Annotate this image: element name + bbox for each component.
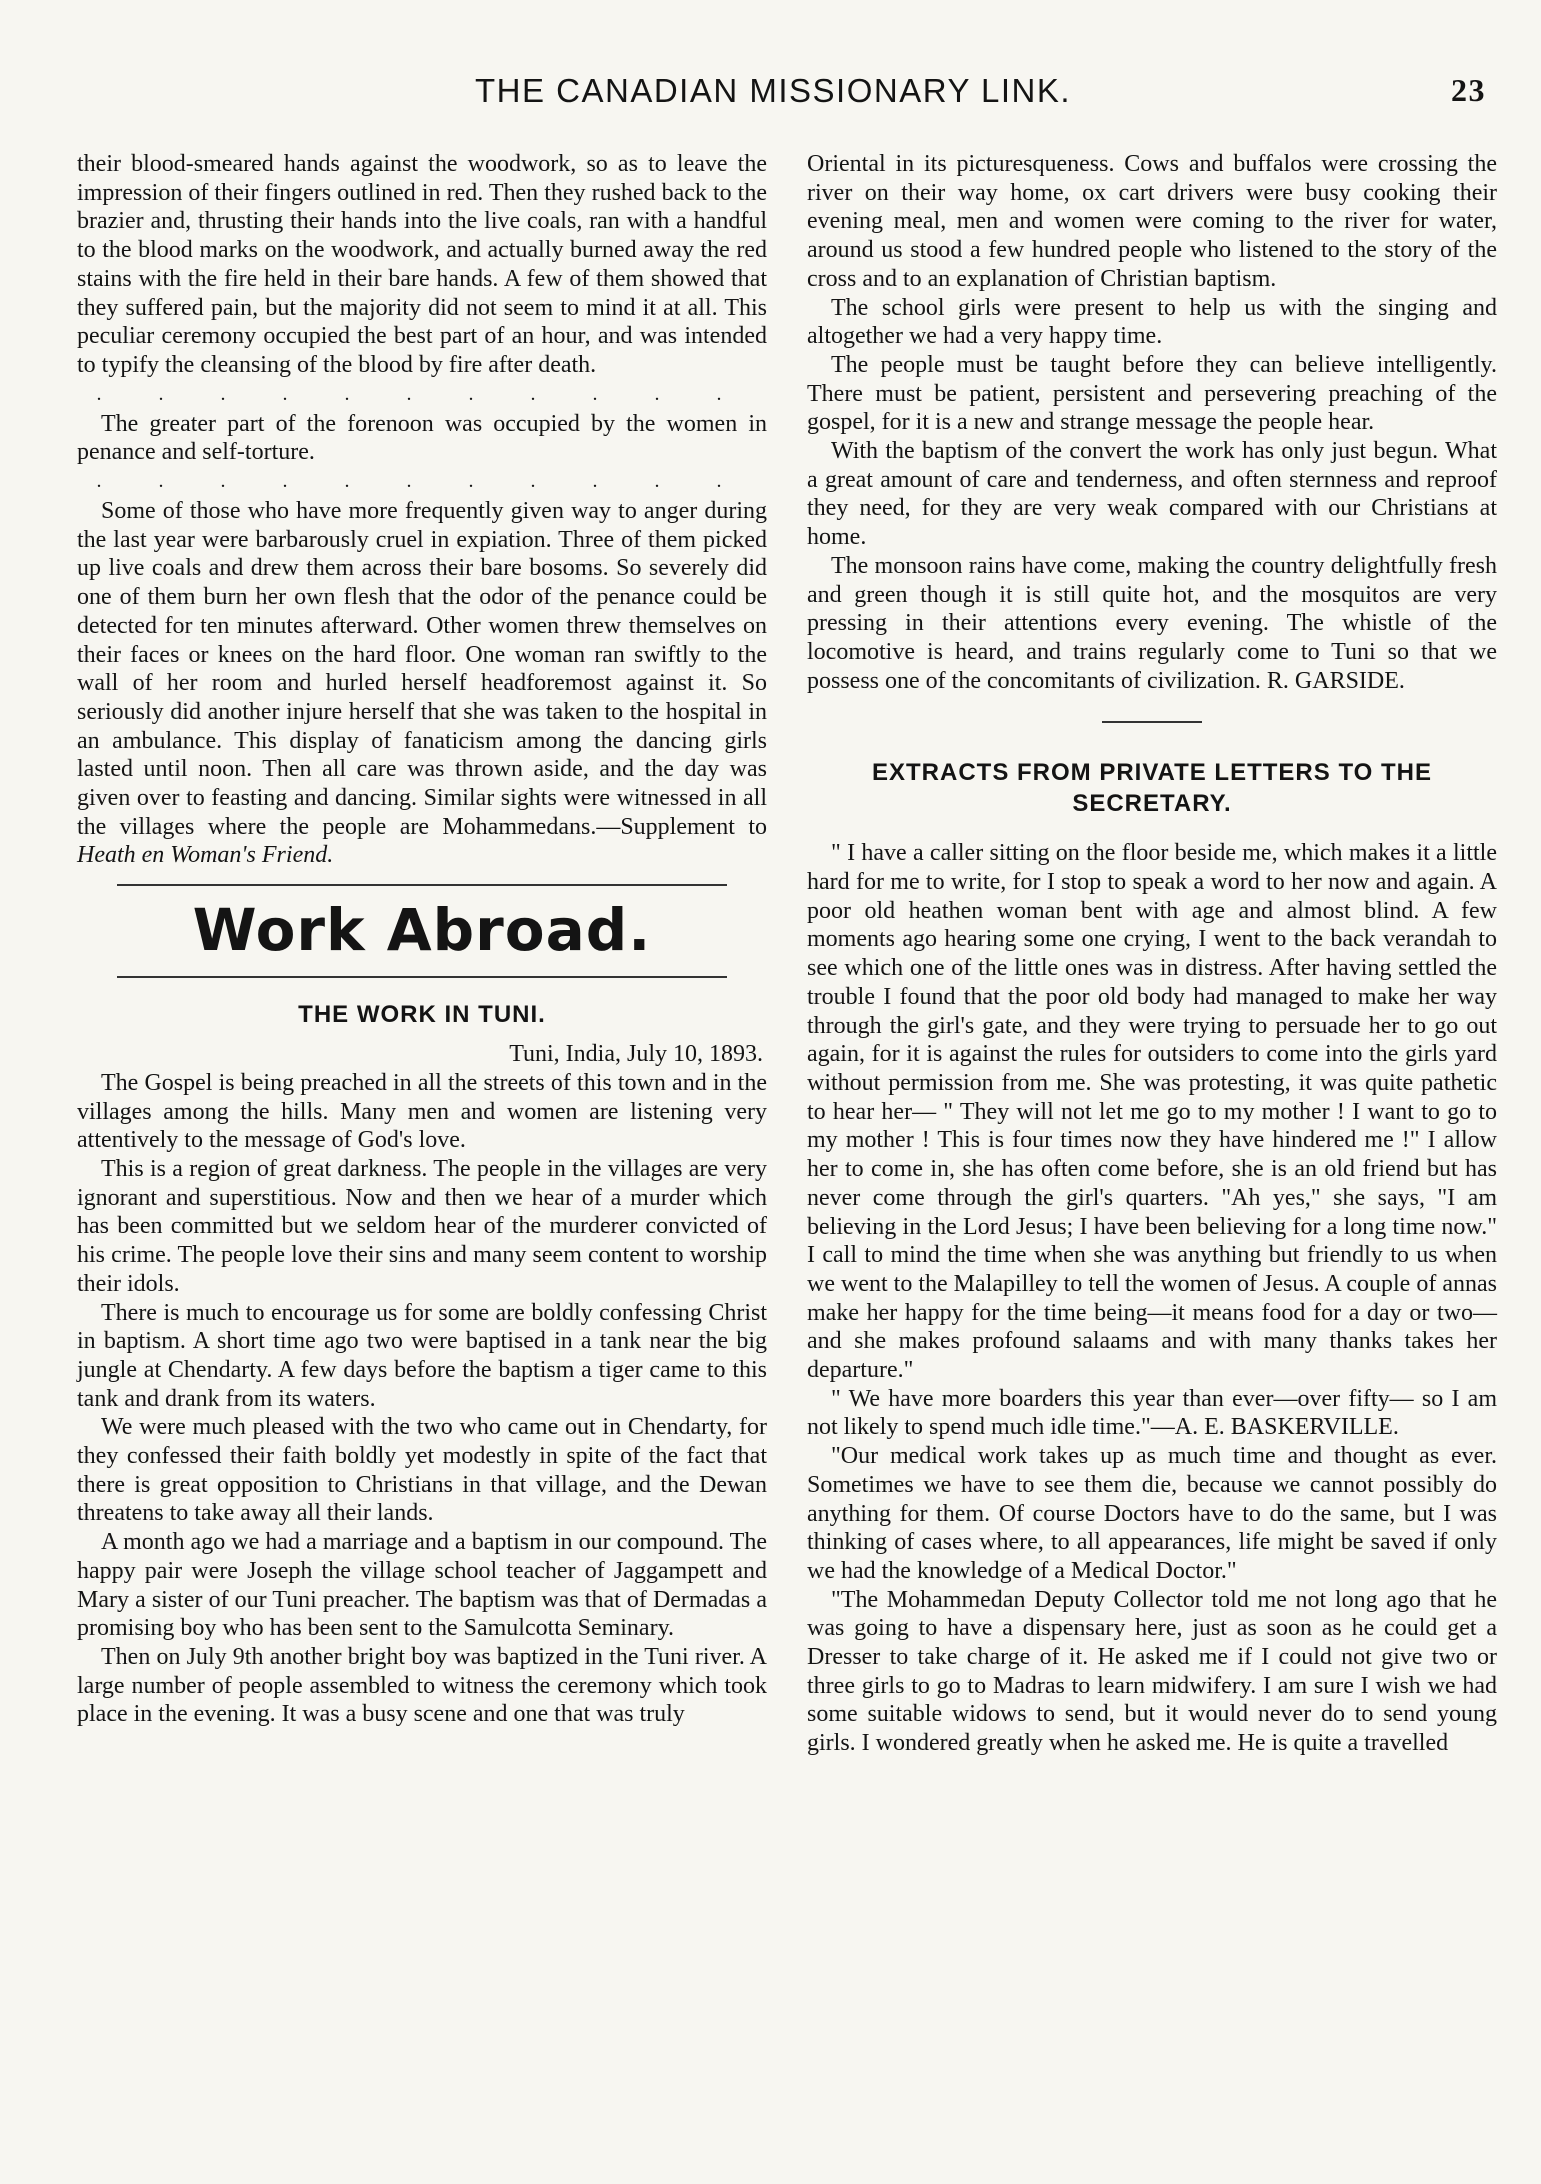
source-citation: Heath en Woman's Friend.	[77, 842, 334, 869]
ellipsis-divider: . . . . . . . . . . .	[96, 382, 748, 405]
paragraph: There is much to encourage us for some are boldly confessing Christ in baptism. A short time ago two were baptised in a tank near the big jungle at Chendarty. A few days before the baptism a tiger came to this tank and drank from its waters.	[77, 1299, 767, 1412]
article-title: EXTRACTS FROM PRIVATE LETTERS TO THE SECRETARY.	[871, 759, 1432, 818]
paragraph: The greater part of the forenoon was occupied by the women in penance and self-torture.	[77, 410, 767, 466]
paragraph: Then on July 9th another bright boy was baptized in the Tuni river. A large number of people assembled to witness the ceremony which took place in the evening. It was a busy scene and one that was truly	[77, 1643, 767, 1728]
paragraph: This is a region of great darkness. The people in the villages are very ignorant and superstitious. Now and then we hear of a murder which has been committed but we seldom hear of the murderer convicted of his crime. The people love their sins and many seem content to worship their idols.	[77, 1155, 767, 1297]
left-column	[77, 150, 767, 1729]
paragraph-text: " We have more boarders this year than ever—over fifty— so I am not likely to spend much idle time."—A. E.	[807, 1385, 1497, 1441]
paragraph	[77, 497, 767, 870]
section-banner: Work Abroad.	[192, 896, 652, 965]
paragraph-text: The monsoon rains have come, making the country delightfully fresh and green though it is still quite hot, and the mosquitos are very pressing in their attentions every evening. The whistle of the locomotive is heard, and trains regularly come to Tuni so that we possess one of the concomitants of civilization.	[807, 552, 1497, 694]
section-rule	[117, 884, 727, 886]
right-column	[807, 150, 1497, 1758]
paragraph: With the baptism of the convert the work has only just begun. What a great amount of care and tenderness, and often sternness and reproof they need, for they are very weak compared with our Christians at home.	[807, 438, 1497, 551]
paragraph	[807, 1385, 1497, 1442]
paragraph: "The Mohammedan Deputy Collector told me not long ago that he was going to have a dispensary here, just as soon as he could get a Dresser to take charge of it. He asked me if I could not give two or three girls to go to Madras to learn midwifery. I am sure I wish we had some suitable widows to send, but it would never do to send young girls. I wondered greatly when he asked me. He is quite a travelled	[807, 1586, 1497, 1757]
paragraph: their blood-smeared hands against the woodwork, so as to leave the impression of their fingers outlined in red. Then they rushed back to the brazier and, thrusting their hands into the live coals, ran with a handful to the blood marks on the woodwork, and actually burned away the red stains with the fire held in their bare hands. A few of them showed that they suffered pain, but the majority did not seem to mind it at all. This peculiar ceremony occupied the best part of an hour, and was intended to typify the cleansing of the blood by fire after death.	[77, 151, 767, 378]
paragraph: The Gospel is being preached in all the streets of this town and in the villages among the hills. Many men and women are listening very attentively to the message of God's love.	[77, 1069, 767, 1154]
paragraph: The school girls were present to help us with the singing and altogether we had a very happy time.	[807, 294, 1497, 350]
section-rule	[117, 976, 727, 978]
publication-title: THE CANADIAN MISSIONARY LINK.	[475, 72, 1072, 109]
paragraph: " I have a caller sitting on the floor beside me, which makes it a little hard for me to write, for I stop to speak a word to her now and again. A poor old heathen woman bent with age and almost blind. A few moments ago hearing some one crying, I went to the back verandah to see which one of the little ones was in distress. After having settled the trouble I found that the poor old body had managed to make her way through the girl's gate, and they were trying to persuade her to go out again, for it is against the rules for outsiders to come into the girls yard without permission from me. She was protesting, it was quite pathetic to hear her— " They will not let me go to my mother ! I want to go to my mother ! This is four times now they have hindered me !" I allow her to come in, she has often come before, she is an old friend but has never come through the girl's quarters. "Ah yes," she says, "I am believing in the Lord Jesus; I have been believing for a long time now." I call to mind the time when she was anything but friendly to us when we went to the Malapilley to tell the women of Jesus. A couple of annas make her happy for the time being—it means food for a day or two—and she makes profound salaams and with many thanks takes her departure."	[807, 840, 1497, 1384]
paragraph: "Our medical work takes up as much time and thought as ever. Sometimes we have to see them die, because we cannot possibly do anything for them. Of course Doctors have to do the same, but I was thinking of cases where, to all appearances, life might be saved if only we had the knowledge of a Medical Doctor."	[807, 1443, 1497, 1584]
author-signature: BASKERVILLE.	[1230, 1414, 1399, 1441]
paragraph-text: Some of those who have more frequently given way to anger during the last year were barbarously cruel in expiation. Three of them picked up live coals and drew them across their bare bosoms. So severely did one of them burn her own flesh that the odor of the penance could be detected for ten minutes afterward. Other women threw themselves on their faces or knees on the hard floor. One woman ran swiftly to the wall of her room and hurled herself headforemost against it. So seriously did another injure herself that she was taken to the hospital in an ambulance. This display of fanaticism among the dancing girls lasted until noon. Then all care was thrown aside, and the day was given over to feasting and dancing. Similar sights were witnessed in all the villages where the people are Mohammedans.—Supplement to	[77, 498, 767, 840]
page-number: 23	[1451, 72, 1486, 108]
author-signature: R. GARSIDE.	[1266, 667, 1405, 694]
paragraph: A month ago we had a marriage and a baptism in our compound. The happy pair were Joseph the village school teacher of Jaggampett and Mary a sister of our Tuni preacher. The baptism was that of Dermadas a promising boy who has been sent to the Samulcotta Seminary.	[77, 1529, 767, 1642]
dateline: Tuni, India, July 10, 1893.	[509, 1041, 763, 1068]
article-title: THE WORK IN TUNI.	[298, 1001, 546, 1029]
paragraph: We were much pleased with the two who came out in Chendarty, for they confessed their faith boldly yet modestly in spite of the fact that there is great opposition to Christians in that village, and the Dewan threatens to take away all their lands.	[77, 1414, 767, 1527]
paragraph: The people must be taught before they can believe intelligently. There must be patient, persistent and persevering preaching of the gospel, for it is a new and strange message the people hear.	[807, 351, 1497, 436]
paragraph	[807, 552, 1497, 696]
short-rule	[1102, 721, 1202, 723]
paragraph: Oriental in its picturesqueness. Cows and buffalos were crossing the river on their way home, ox cart drivers were busy cooking their evening meal, men and women were coming to the river for water, around us stood a few hundred people who listened to the story of the cross and to an explanation of Christian baptism.	[807, 151, 1497, 292]
ellipsis-divider: . . . . . . . . . . .	[96, 470, 748, 493]
running-head	[0, 72, 1541, 116]
